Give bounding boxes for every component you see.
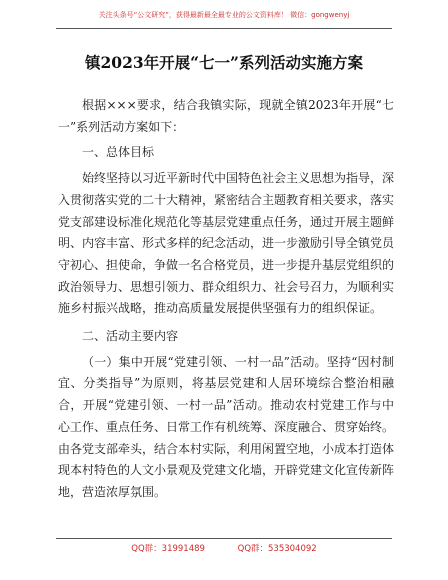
- goal-paragraph: 始终坚持以习近平新时代中国特色社会主义思想为指导，深入贯彻落实党的二十大精神，紧密结合主题教育相关要求，落实党支部建设标准化规范化等基层党建重点任务，通过开展主题鲜明、内容丰富、形式多样的纪念活动，进一步激励引导全镇党员守初心、担使命，争做一名合格党员，进一步提升基层党组织的政治领导力、思想引领力、群众组织力、社会号召力，为顺利实施乡村振兴战略，推动高质量发展提供坚强有力的组织保证。: [58, 171, 395, 316]
- item-1-paragraph: （一）集中开展“党建引领、一村一品”活动。坚持“因村制宜、分类指导”为原则，将基层党建和人居环境综合整治相融合，开展“党建引领、一村一品”活动。推动农村党建工作与中心工作、重点任务、日常工作有机统筹、深度融合、贯穿始终。由各党支部牵头，结合本村实际，利用闲置空地，小成本打造体现本村特色的人文小景观及党建文化墙，开辟党建文化宣传新阵地，营造浓厚氛围。: [58, 354, 395, 499]
- header-divider: [56, 28, 392, 29]
- header-promo-note: 关注头条号“公文研究”，获得最新最全最专业的公文资料库！ 微信：gongwenyj: [98, 11, 350, 19]
- footer-divider: [56, 538, 392, 539]
- footer-qq-note: [0, 543, 448, 555]
- section-heading-2: 二、活动主要内容: [82, 329, 179, 344]
- document-body: [58, 95, 394, 504]
- intro-paragraph: 根据×××要求，结合我镇实际，现就全镇2023年开展“七一”系列活动方案如下：: [58, 98, 394, 134]
- footer-qq-group-1: QQ群：31991489: [131, 544, 205, 554]
- footer-qq-group-2: QQ群：535304092: [237, 544, 317, 554]
- document-title: 镇2023年开展“七一”系列活动实施方案: [85, 53, 363, 72]
- section-heading-1: 一、总体目标: [82, 145, 155, 160]
